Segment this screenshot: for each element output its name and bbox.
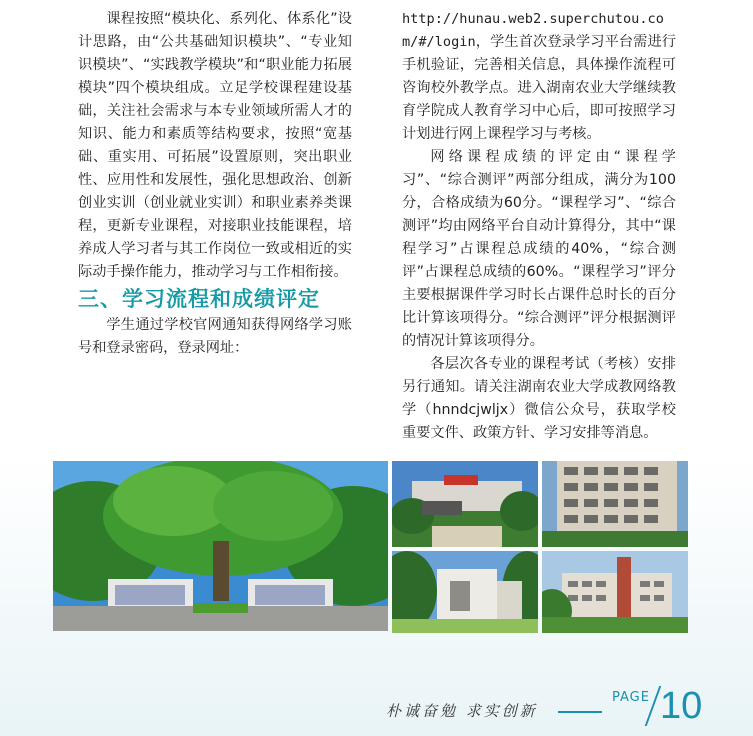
dormitory-photo — [542, 461, 688, 547]
login-intro-paragraph: 学生通过学校官网通知获得网络学习账号和登录密码，登录网址： — [78, 317, 352, 356]
login-instructions-text: ，学生首次登录学习平台需进行手机验证，完善相关信息，具体操作流程可咨询校外教学点。进入湖南农业大学继续教育学院成人教育学习中心后，即可按照学习计划进行网上课程学习与考核。 — [402, 34, 676, 142]
campus-tree-photo — [53, 461, 388, 631]
right-column — [402, 8, 676, 445]
footer-divider — [558, 711, 602, 713]
sculpture-building-photo — [392, 461, 538, 547]
login-url-paragraph — [402, 8, 676, 146]
school-motto: 朴诚奋勉 求实创新 — [386, 702, 538, 720]
page-label: PAGE — [612, 690, 650, 705]
curriculum-paragraph: 课程按照“模块化、系列化、体系化”设计思路，由“公共基础知识模块”、“专业知识模块”、“实践教学模块”和“职业能力拓展模块”四个模块组成。立足学校课程建设基础，关注社会需求与本专业领域所需人才的知识、能力和素质等结构要求，按照“宽基础、重实用、可拓展”设置原则，突出职业性、应用性和发展性，强化思想政治、创新创业实训（创业就业实训）和职业素养类课程，更新专业课程，对接职业技能课程，培养成人学习者与其工作岗位一致或相近的实际动手操作能力，推动学习与工作相衔接。 — [78, 11, 352, 280]
left-column — [78, 8, 352, 360]
modern-building-photo — [392, 551, 538, 633]
page-number: 10 — [660, 685, 703, 727]
grading-paragraph: 网络课程成绩的评定由“课程学习”、“综合测评”两部分组成，满分为100分，合格成绩为60分。“课程学习”、“综合测评”均由网络平台自动计算得分，其中“课程学习”占课程总成绩的40%，“综合测评”占课程总成绩的60%。“课程学习”评分主要根据课件学习时长占课件总时长的百分比计算该项得分。“综合测评”评分根据测评的情况计算该项得分。 — [402, 149, 676, 349]
teaching-building-photo — [542, 551, 688, 633]
login-url-link[interactable]: http://hunau.web2.superchutou.com/#/login — [402, 11, 664, 50]
exam-notice-paragraph: 各层次各专业的课程考试（考核）安排另行通知。请关注湖南农业大学成教网络教学（hnndcjwljx）微信公众号，获取学校重要文件、政策方针、学习安排等消息。 — [402, 356, 676, 441]
section-heading: 三、学习流程和成绩评定 — [78, 287, 320, 311]
